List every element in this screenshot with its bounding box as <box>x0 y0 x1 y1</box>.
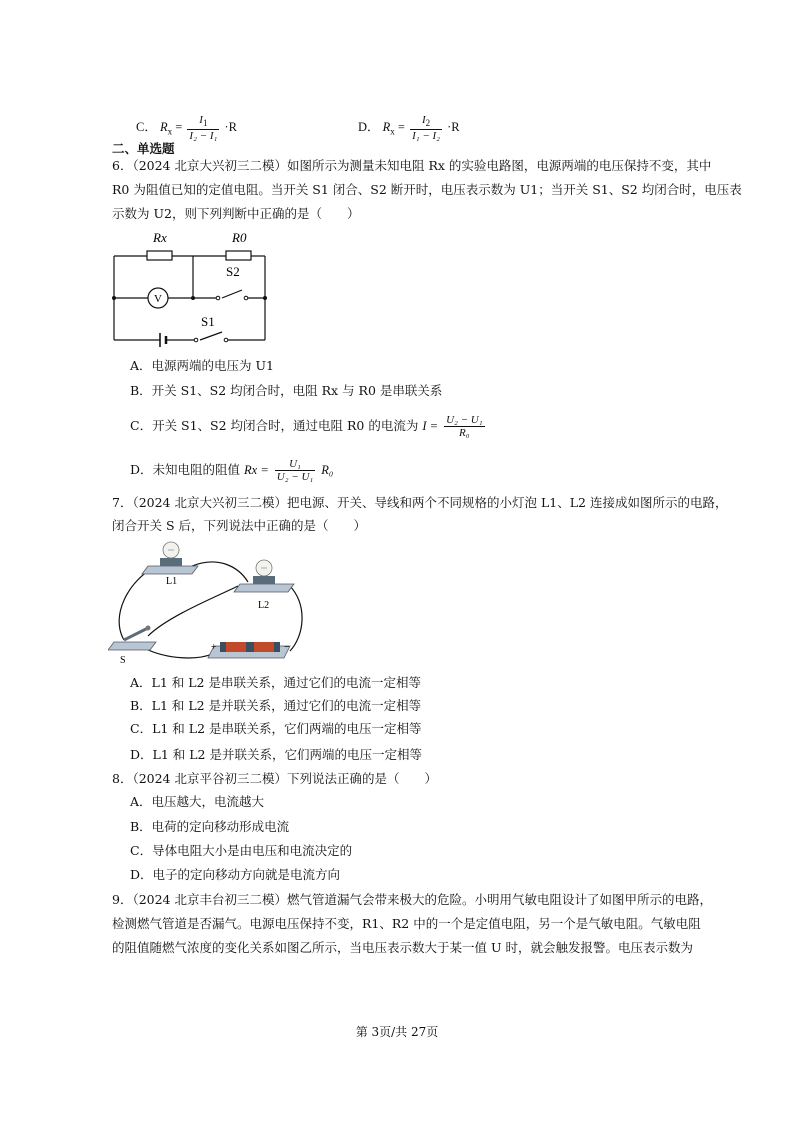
formula-tail: ·R <box>224 119 237 134</box>
battery-icon <box>208 642 290 658</box>
r0-label: R0 <box>232 230 247 245</box>
q5-option-c[interactable]: C． $R_x$ = $\frac{I_1}{\text{I₂ − I₁}}$ ·R <box>136 114 237 143</box>
s1-label: S1 <box>201 314 215 329</box>
q9-line-3: 的阻值随燃气浓度的变化关系如图乙所示，当电压表示数大于某一值 U 时，就会触发报警。电压表示数为 <box>112 940 693 955</box>
q8-option-c[interactable]: C．导体电阻大小是由电压和电流决定的 <box>130 843 353 858</box>
q7-option-c[interactable]: C．L1 和 L2 是串联关系，它们两端的电压一定相等 <box>130 721 422 736</box>
fraction-denominator: I₂ − I₁ <box>189 130 218 143</box>
fraction-numerator-sub: 2 <box>425 118 431 129</box>
switch-s-icon <box>108 626 156 651</box>
option-text: D．未知电阻的阻值 <box>130 462 241 477</box>
fraction <box>275 458 315 483</box>
q7-stem-line-2: 闭合开关 S 后，下列说法中正确的是（ ） <box>112 518 367 533</box>
q6-stem-line-1: 6．（2024 北京大兴初三二模）如图所示为测量未知电阻 Rx 的实验电路图，电源两端的电压保持不变，其中 <box>112 158 712 173</box>
formula-sub: x <box>167 126 173 137</box>
rx-label: Rx <box>153 230 167 245</box>
q7-physical-circuit-illustration <box>108 536 308 668</box>
q6-stem-line-2: R0 为阻值已知的定值电阻。当开关 S1 闭合、S2 断开时，电压表示数为 U1；当开关 S1、S2 均闭合时，电压表 <box>112 182 742 197</box>
formula-tail: R₀ <box>321 463 334 477</box>
option-label: D． <box>358 119 380 134</box>
fraction-denominator: R₀ <box>459 427 470 439</box>
q8-option-d[interactable]: D．电子的定向移动方向就是电流方向 <box>130 867 341 882</box>
fraction-denominator: U₂ − U₁ <box>276 471 314 483</box>
formula-lhs: I = <box>422 419 439 433</box>
voltmeter-label: V <box>154 293 162 305</box>
q6-option-d[interactable] <box>130 458 333 483</box>
q7-option-d[interactable]: D．L1 和 L2 是并联关系，它们两端的电压一定相等 <box>130 747 422 762</box>
q8-stem: 8．（2024 北京平谷初三二模）下列说法正确的是（ ） <box>112 771 437 786</box>
fraction-numerator: I <box>199 114 203 126</box>
q6-circuit-diagram <box>108 226 273 350</box>
bulb-l1-icon <box>142 542 198 574</box>
minus-label: − <box>284 642 290 653</box>
q7-option-b[interactable]: B．L1 和 L2 是并联关系，通过它们的电流一定相等 <box>130 698 422 713</box>
option-label: C． <box>136 119 157 134</box>
fraction-numerator-sub: 1 <box>202 118 208 129</box>
q6-stem-line-3: 示数为 U2，则下列判断中正确的是（ ） <box>112 206 360 221</box>
fraction-numerator: U₁ <box>275 458 315 471</box>
q5-option-d[interactable]: D． $R_x$ = $\frac{I_2}{\text{I₁ − I₂}}$ ·R <box>358 114 460 143</box>
formula-sub: x <box>390 126 395 137</box>
q8-option-a[interactable]: A．电压越大，电流越大 <box>130 794 265 809</box>
q8-option-b[interactable]: B．电荷的定向移动形成电流 <box>130 819 290 834</box>
formula-lhs: R <box>159 119 168 134</box>
q6-option-b[interactable]: B．开关 S1、S2 均闭合时，电阻 Rx 与 R0 是串联关系 <box>130 383 443 398</box>
fraction <box>444 414 484 439</box>
q6-option-c[interactable] <box>130 414 487 439</box>
option-text: C．开关 S1、S2 均闭合时，通过电阻 R0 的电流为 <box>130 418 419 433</box>
formula-tail: ·R <box>447 119 460 134</box>
q7-stem-line-1: 7．（2024 北京大兴初三二模）把电源、开关、导线和两个不同规格的小灯泡 L1、L2 连接成如图所示的电路， <box>112 495 728 510</box>
fraction-numerator: U₂ − U₁ <box>446 414 483 426</box>
fraction <box>410 114 442 142</box>
page-footer: 第 3页/共 27页 <box>355 1025 439 1039</box>
s2-label: S2 <box>226 264 240 279</box>
section-title: 二、单选题 <box>112 141 175 156</box>
plus-label: + <box>211 642 217 653</box>
s-label: S <box>120 655 126 666</box>
fraction-denominator: I₁ − I₂ <box>412 130 441 143</box>
q9-line-1: 9．（2024 北京丰台初三二模）燃气管道漏气会带来极大的危险。小明用气敏电阻设计了如图甲所示的电路， <box>112 892 712 907</box>
l2-label: L2 <box>258 600 270 611</box>
l1-label: L1 <box>166 576 178 587</box>
formula-lhs: Rx = <box>244 463 269 477</box>
q7-option-a[interactable]: A．L1 和 L2 是串联关系，通过它们的电流一定相等 <box>130 675 421 690</box>
q6-option-a[interactable]: A．电源两端的电压为 U1 <box>130 358 274 373</box>
q9-line-2: 检测燃气管道是否漏气。电源电压保持不变，R1、R2 中的一个是定值电阻，另一个是气敏电阻。气敏电阻 <box>112 916 701 931</box>
fraction <box>187 114 219 142</box>
fraction-numerator: I <box>421 114 426 126</box>
formula-lhs: R <box>382 119 391 134</box>
